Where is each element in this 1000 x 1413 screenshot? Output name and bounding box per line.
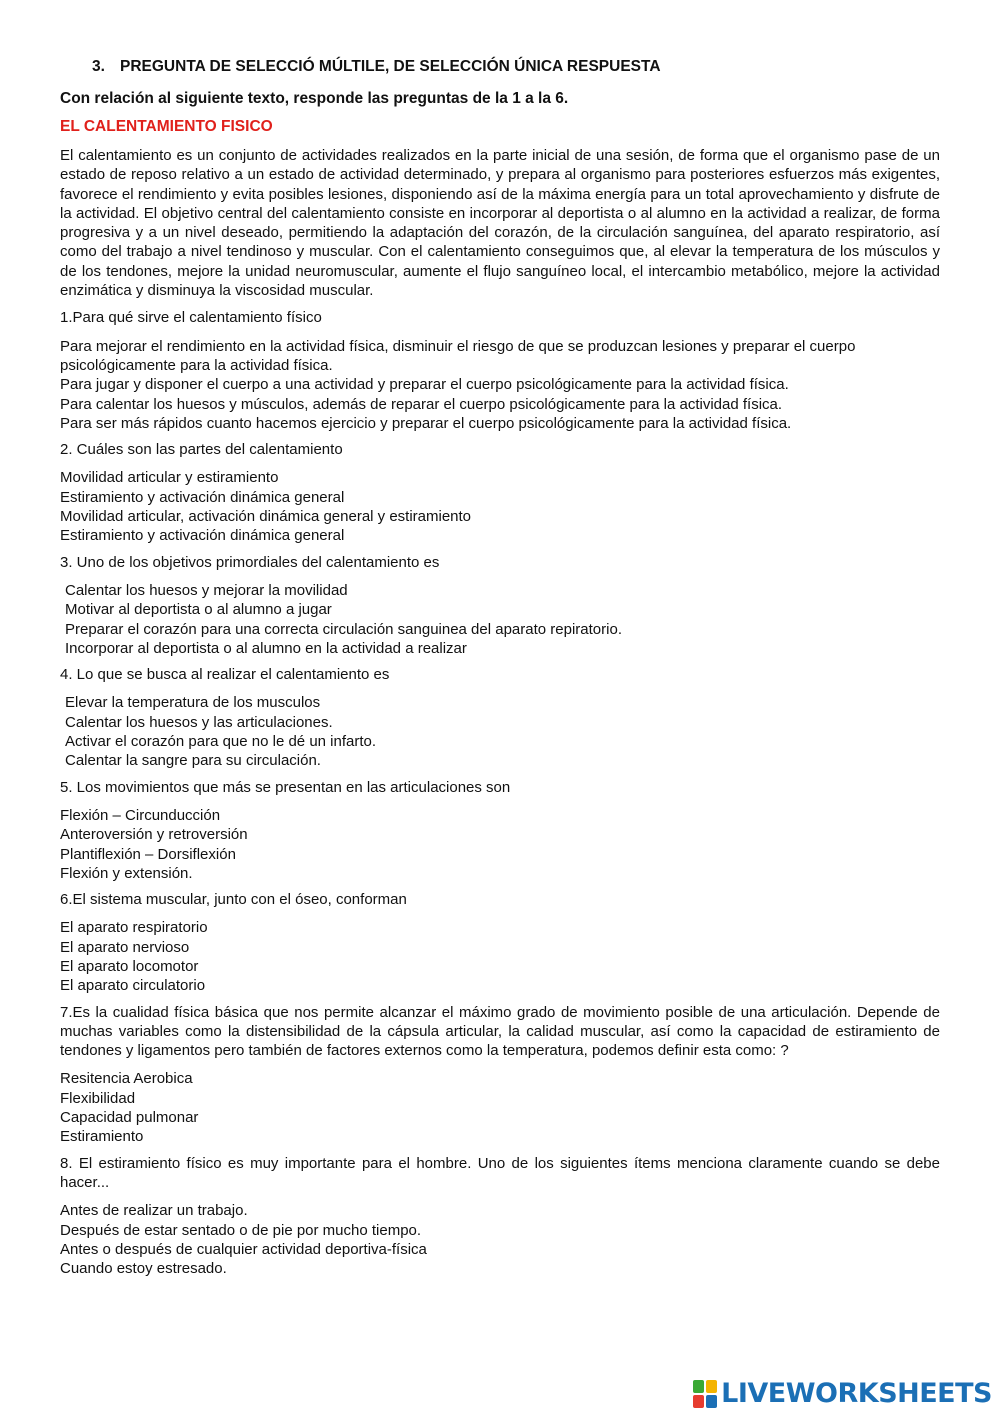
section-heading-text: PREGUNTA DE SELECCIÓ MÚLTILE, DE SELECCIÓN ÚNICA RESPUESTA (120, 58, 661, 75)
question-6: 6.El sistema muscular, junto con el óseo, conforman (60, 891, 407, 909)
option[interactable]: Capacidad pulmonar (60, 1109, 199, 1127)
option[interactable]: El aparato circulatorio (60, 977, 206, 995)
option[interactable]: El aparato respiratorio (60, 919, 208, 937)
options-2 (60, 468, 940, 545)
option[interactable]: Resitencia Aerobica (60, 1070, 193, 1088)
option[interactable]: Antes o después de cualquier actividad deportiva-física (60, 1240, 427, 1258)
option[interactable]: Plantiflexión – Dorsiflexión (60, 845, 236, 863)
option[interactable]: Antes de realizar un trabajo. (60, 1202, 248, 1220)
logo-mark-icon (693, 1380, 717, 1408)
option[interactable]: Después de estar sentado o de pie por mucho tiempo. (60, 1221, 422, 1239)
logo-square-icon (706, 1395, 717, 1408)
option[interactable]: Flexión y extensión. (60, 864, 193, 882)
option[interactable]: Calentar la sangre para su circulación. (65, 752, 321, 770)
question-1: 1.Para qué sirve el calentamiento físico (60, 309, 322, 327)
logo-square-icon (693, 1380, 704, 1393)
option[interactable]: Para mejorar el rendimiento en la actividad física, disminuir el riesgo de que se produzcan lesiones y preparar el cuerpo psicológicamente para la actividad física. (60, 337, 856, 374)
option[interactable]: Calentar los huesos y las articulaciones. (65, 713, 333, 731)
question-4: 4. Lo que se busca al realizar el calentamiento es (60, 666, 390, 684)
instructions: Con relación al siguiente texto, responde las preguntas de la 1 a la 6. (60, 90, 569, 107)
options-6 (60, 918, 940, 995)
article-title: EL CALENTAMIENTO FISICO (60, 118, 273, 135)
option[interactable]: Activar el corazón para que no le dé un infarto. (65, 733, 377, 751)
option[interactable]: Para ser más rápidos cuanto hacemos ejercicio y preparar el cuerpo psicológicamente para la actividad física. (60, 414, 792, 432)
option[interactable]: El aparato nervioso (60, 938, 190, 956)
options-4 (60, 693, 940, 770)
option[interactable]: Flexibilidad (60, 1089, 136, 1107)
question-3: 3. Uno de los objetivos primordiales del calentamiento es (60, 553, 440, 571)
question-2: 2. Cuáles son las partes del calentamiento (60, 441, 343, 459)
option[interactable]: Anteroversión y retroversión (60, 826, 248, 844)
option[interactable]: Flexión – Circunducción (60, 806, 221, 824)
options-8 (60, 1201, 940, 1278)
option[interactable]: Para calentar los huesos y músculos, además de reparar el cuerpo psicológicamente para la actividad física. (60, 395, 783, 413)
option[interactable]: Preparar el corazón para una correcta circulación sanguinea del aparato repiratorio. (65, 620, 622, 638)
options-1 (60, 337, 940, 433)
worksheet-page (60, 58, 940, 1285)
option[interactable]: El aparato locomotor (60, 957, 199, 975)
option[interactable]: Para jugar y disponer el cuerpo a una actividad y preparar el cuerpo psicológicamente para la actividad física. (60, 376, 789, 394)
options-5 (60, 806, 940, 883)
question-8: 8. El estiramiento físico es muy importante para el hombre. Uno de los siguientes ítems menciona claramente cuando se debe hacer... (60, 1154, 940, 1191)
option[interactable]: Motivar al deportista o al alumno a jugar (65, 601, 332, 619)
option[interactable]: Cuando estoy estresado. (60, 1260, 227, 1278)
options-7 (60, 1069, 940, 1146)
section-number: 3. (92, 58, 105, 75)
options-3 (60, 581, 940, 658)
option[interactable]: Estiramiento y activación dinámica general (60, 527, 345, 545)
logo-square-icon (706, 1380, 717, 1393)
option[interactable]: Estiramiento y activación dinámica general (60, 488, 345, 506)
liveworksheets-logo[interactable] (693, 1378, 992, 1409)
article-body: El calentamiento es un conjunto de actividades realizados en la parte inicial de una sesión, de forma que el organismo pase de un estado de reposo relativo a un estado de actividad determinado, y prepara al organismo para posteriores esfuerzos más exigentes, favorece el rendimiento y evita posibles lesiones, disponiendo así de la máxima energía para un total aprovechamiento y disfrute de la actividad. El objetivo central del calentamiento consiste en incorporar al deportista o al alumno en la actividad a realizar, de forma progresiva y a un nivel deseado, permitiendo la adaptación del corazón, de la circulación sanguínea, del aparato respiratorio, así como del trabajo a nivel tendinoso y muscular. Con el calentamiento conseguimos que, al elevar la temperatura de los músculos y de los tendones, mejore la unidad neuromuscular, aumente el flujo sanguíneo local, el intercambio metabólico, mejore la actividad enzimática y disminuya la viscosidad muscular. (60, 147, 940, 300)
question-5: 5. Los movimientos que más se presentan en las articulaciones son (60, 778, 511, 796)
option[interactable]: Movilidad articular y estiramiento (60, 469, 279, 487)
option[interactable]: Movilidad articular, activación dinámica general y estiramiento (60, 508, 472, 526)
option[interactable]: Elevar la temperatura de los musculos (65, 694, 321, 712)
option[interactable]: Estiramiento (60, 1128, 144, 1146)
option[interactable]: Calentar los huesos y mejorar la movilidad (65, 581, 348, 599)
option[interactable]: Incorporar al deportista o al alumno en la actividad a realizar (65, 639, 467, 657)
question-7: 7.Es la cualidad física básica que nos permite alcanzar el máximo grado de movimiento posible de una articulación. Depende de muchas variables como la distensibilidad de la cápsula articular, la calidad muscular, así como la capacidad de estiramiento de tendones y ligamentos pero también de factores externos como la temperatura, podemos definir esta como: ? (60, 1003, 940, 1060)
section-heading (92, 58, 940, 76)
logo-text: LIVEWORKSHEETS (721, 1378, 992, 1409)
logo-square-icon (693, 1395, 704, 1408)
